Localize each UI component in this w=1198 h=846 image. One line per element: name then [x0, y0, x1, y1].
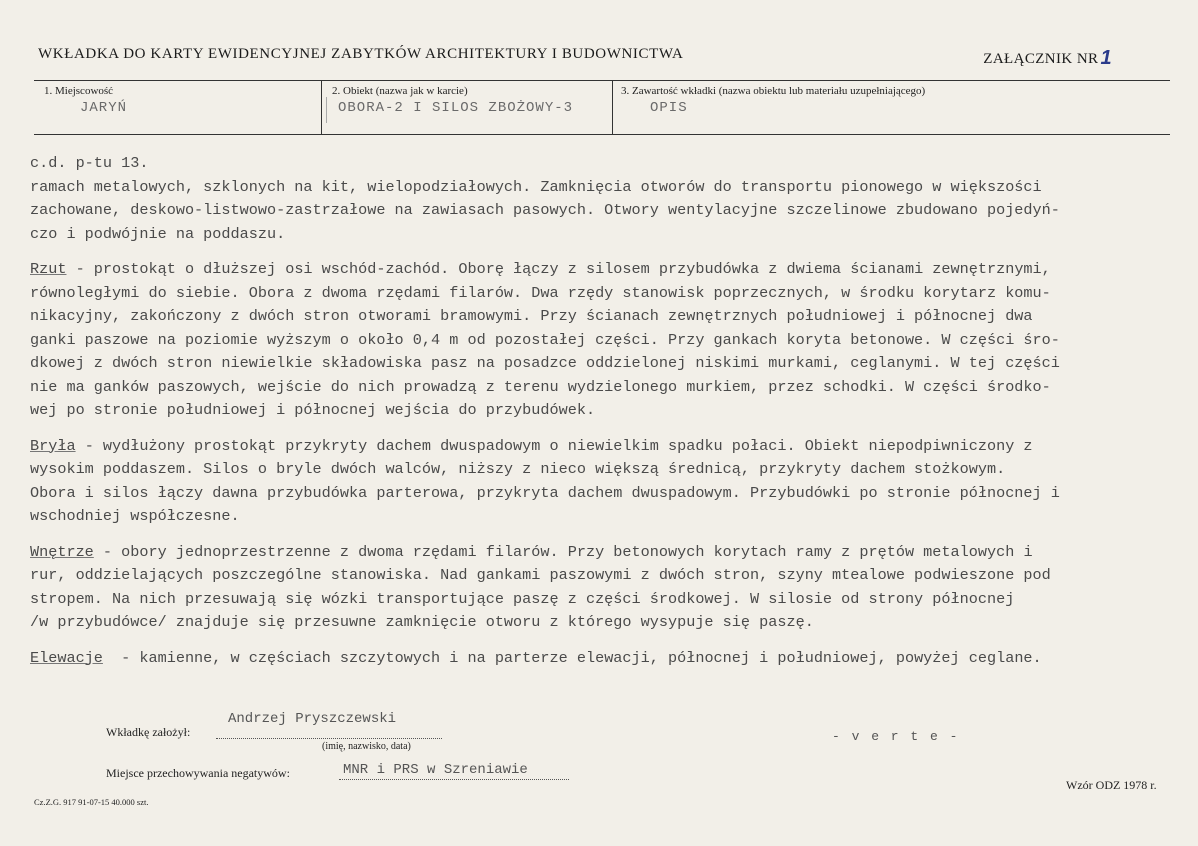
author-dotted-line — [216, 738, 442, 739]
print-info: Cz.Z.G. 917 91-07-15 40.000 szt. — [34, 797, 149, 807]
storage-value: MNR i PRS w Szreniawie — [343, 762, 528, 778]
field-3-label: 3. Zawartość wkładki (nazwa obiektu lub materiału uzupełniającego) — [621, 85, 926, 97]
form-model: Wzór ODZ 1978 r. — [1066, 778, 1157, 792]
header-rule-bottom — [34, 134, 1170, 135]
text-line: /w przybudówce/ znajduje się przesuwne zamknięcie otworu z którego wysypuje się paszę. — [30, 613, 814, 631]
section-heading-form: Bryła — [30, 436, 76, 455]
description-text — [30, 152, 1190, 670]
text-line: ramach metalowych, szklonych na kit, wielopodziałowych. Zamknięcia otworów do transportu pionowego w większości — [30, 177, 1042, 196]
text-line: zachowane, deskowo-listwowo-zastrzałowe na zawiasach pasowych. Otwory wentylacyjne szczelinowe zbudowano pojedyń- — [30, 201, 1060, 219]
text-line: czo i podwójnie na poddaszu. — [30, 224, 286, 243]
text-line: stropem. Na nich przesuwają się wózki transportujące paszę z części środkowej. W silosie od strony północnej — [30, 589, 1015, 608]
field-2-label: 2. Obiekt (nazwa jak w karcie) — [332, 85, 468, 97]
text-line: wschodniej współczesne. — [30, 507, 240, 525]
section-heading-interior: Wnętrze — [30, 542, 94, 561]
section-heading-elevations: Elewacje — [30, 648, 103, 667]
field-1-label: 1. Miejscowość — [44, 85, 114, 97]
text-line: ganki paszowe na poziomie wyższym o około 0,4 m od pozostałej części. Przy gankach koryta betonowe. W części śro- — [30, 330, 1060, 349]
author-value: Andrzej Pryszczewski — [228, 711, 397, 727]
text-line: równoległymi do siebie. Obora z dwoma rzędami filarów. Dwa rzędy stanowisk poprzecznych, w środku korytarz komu- — [30, 283, 1051, 302]
text-line: Obora i silos łączy dawna przybudówka parterowa, przykryta dachem dwuspadowym. Przybudówki po stronie północnej i — [30, 483, 1060, 502]
text-line: rur, oddzielających poszczególne stanowiska. Nad gankami paszowymi z dwóch stron, szyny mtealowe podwieszone pod — [30, 566, 1051, 584]
text-line: Rzut - prostokąt o dłuższej osi wschód-zachód. Oborę łączy z silosem przybudówka z dwiema ścianami zewnętrznymi, — [30, 260, 1051, 278]
field-3-value: OPIS — [650, 100, 688, 116]
verte-note: - v e r t e - — [832, 729, 960, 744]
field-1-value: JARYŃ — [80, 100, 128, 116]
text-line: dkowej z dwóch stron niewielkie składowiska pasz na posadzce oddzielonej niskimi murkami, ceglanymi. W tej części — [30, 354, 1060, 372]
attachment-number — [983, 46, 1112, 69]
attachment-label: ZAŁĄCZNIK NR — [983, 51, 1099, 67]
author-label: Wkładkę założył: — [106, 725, 191, 739]
section-heading-plan: Rzut — [30, 260, 67, 278]
text-line: Wnętrze - obory jednoprzestrzenne z dwoma rzędami filarów. Przy betonowych korytach ramy z prętów metalowych i — [30, 542, 1033, 561]
form-title: WKŁADKA DO KARTY EWIDENCYJNEJ ZABYTKÓW ARCHITEKTURY I BUDOWNICTWA — [38, 46, 684, 62]
field-2-value: OBORA-2 I SILOS ZBOŻOWY-3 — [338, 100, 574, 116]
text-line: wej po stronie południowej i północnej wejścia do przybudówek. — [30, 401, 596, 419]
storage-label: Miejsce przechowywania negatywów: — [106, 766, 290, 780]
attachment-number-value: 1 — [1100, 47, 1112, 69]
text-line: c.d. p-tu 13. — [30, 154, 149, 172]
author-caption: (imię, nazwisko, data) — [322, 741, 411, 752]
storage-dotted-line — [339, 779, 569, 780]
header-rule-top — [34, 80, 1170, 81]
field-divider-1 — [321, 81, 322, 134]
text-line: nikacyjny, zakończony z dwóch stron otworami bramowymi. Przy ścianach zewnętrznych południowej i północnej dwa — [30, 307, 1033, 325]
text-line: wysokim poddaszem. Silos o bryle dwóch walców, niższy z nieco większą średnicą, przykryty dachem stożkowym. — [30, 460, 1006, 478]
text-line: nie ma ganków paszowych, wejście do nich prowadzą z terenu wydzielonego murkiem, przez schodki. W części środko- — [30, 377, 1051, 396]
text-line: Elewacje - kamienne, w częściach szczytowych i na parterze elewacji, północnej i południowej, powyżej ceglane. — [30, 648, 1042, 667]
field-divider-2 — [612, 81, 613, 134]
text-line: Bryła - wydłużony prostokąt przykryty dachem dwuspadowym o niewielkim spadku połaci. Obiekt niepodpiwniczony z — [30, 436, 1033, 455]
